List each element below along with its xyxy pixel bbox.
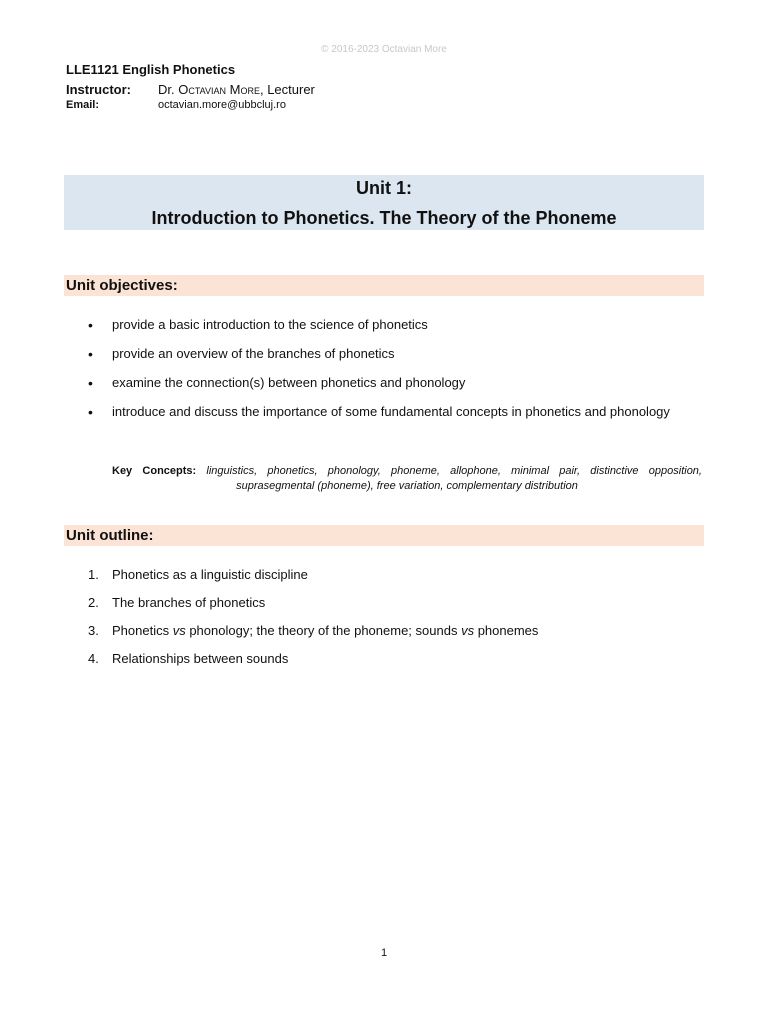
outline-text: Relationships between sounds xyxy=(112,651,289,666)
key-concepts-text: linguistics, phonetics, phonology, phoneme, allophone, minimal pair, distinctive opposition, suprasegmental (phoneme), free variation, complementary distribution xyxy=(206,465,702,492)
key-concepts-label: Key Concepts: xyxy=(112,465,197,477)
unit-title-box xyxy=(64,175,704,230)
outline-text-italic: vs xyxy=(461,623,475,638)
outline-text-italic: vs xyxy=(172,623,186,638)
email-row xyxy=(66,99,286,111)
objective-item: • examine the connection(s) between phonetics and phonology xyxy=(88,374,702,392)
instructor-label: Instructor: xyxy=(66,82,131,97)
outline-text: phonology; the theory of the phoneme; sounds xyxy=(185,623,462,638)
outline-text: Phonetics as a linguistic discipline xyxy=(112,567,308,582)
outline-text: Phonetics xyxy=(112,623,173,638)
objectives-list xyxy=(88,316,702,432)
objective-item: • introduce and discuss the importance of some fundamental concepts in phonetics and phonology xyxy=(88,403,702,421)
email-address: octavian.more@ubbcluj.ro xyxy=(158,99,286,111)
key-concepts xyxy=(112,464,702,494)
outline-text: The branches of phonetics xyxy=(112,595,266,610)
copyright-watermark: © 2016-2023 Octavian More xyxy=(321,44,447,55)
instructor-row xyxy=(66,82,315,97)
outline-heading: Unit outline: xyxy=(64,525,704,546)
outline-number: 4. xyxy=(88,651,99,666)
objective-item: • provide a basic introduction to the science of phonetics xyxy=(88,316,702,334)
instructor-name: Octavian More xyxy=(178,82,260,97)
instructor-prefix: Dr. xyxy=(158,82,179,97)
outline-item xyxy=(88,622,702,640)
unit-number: Unit 1: xyxy=(356,178,412,198)
objective-item: • provide an overview of the branches of phonetics xyxy=(88,345,702,363)
outline-number: 1. xyxy=(88,567,99,582)
objectives-heading: Unit objectives: xyxy=(64,275,704,296)
unit-title: Introduction to Phonetics. The Theory of the Phoneme xyxy=(151,208,617,228)
email-label: Email: xyxy=(66,99,100,111)
outline-item xyxy=(88,566,702,584)
outline-item xyxy=(88,594,702,612)
outline-item xyxy=(88,650,702,668)
outline-text: phonemes xyxy=(474,623,539,638)
page-number: 1 xyxy=(380,947,388,959)
instructor-suffix: , Lecturer xyxy=(259,82,315,97)
outline-list xyxy=(88,566,702,678)
outline-number: 2. xyxy=(88,595,99,610)
course-title: LLE1121 English Phonetics xyxy=(66,62,236,77)
outline-number: 3. xyxy=(88,623,99,638)
